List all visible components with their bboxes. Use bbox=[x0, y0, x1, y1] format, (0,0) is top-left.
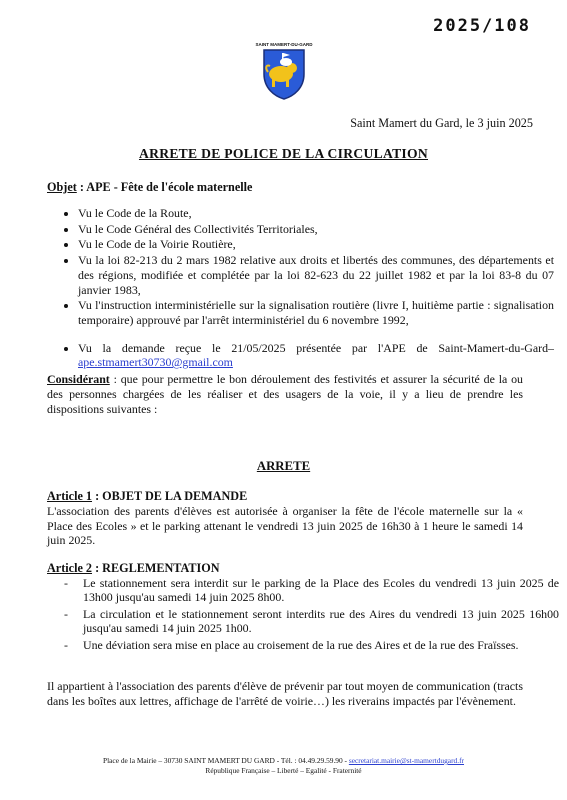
footer-email-link[interactable]: secretariat.mairie@st-mamertdugard.fr bbox=[348, 756, 465, 765]
list-item: - Le stationnement sera interdit sur le parking de la Place des Ecoles du vendredi 13 juin 2025 de 13h00 jusqu'au samedi 14 juin 2025 8h00. bbox=[83, 576, 559, 605]
article1-body: L'association des parents d'élèves est autorisée à organiser la fête de l'école maternelle sur la « Place des Ecoles » et le parking attenant le vendredi 13 juin 2025 de 16h30 à 1 heure le samedi 14 juin 2025. bbox=[47, 504, 523, 548]
article1-title: : OBJET DE LA DEMANDE bbox=[92, 489, 248, 503]
considerant-label: Considérant bbox=[47, 372, 110, 386]
list-item: • Vu le Code de la Voirie Routière, bbox=[78, 237, 554, 252]
footer-address bbox=[0, 756, 567, 765]
article2-title: : REGLEMENTATION bbox=[92, 561, 220, 575]
article1-heading bbox=[47, 489, 247, 504]
article1-label: Article 1 bbox=[47, 489, 93, 503]
article2-heading bbox=[47, 561, 220, 576]
footer-motto: République Française – Liberté – Egalité - Fraternité bbox=[205, 766, 362, 775]
objet-text: : APE - Fête de l'école maternelle bbox=[76, 180, 253, 194]
list-item: • Vu la loi 82-213 du 2 mars 1982 relative aux droits et libertés des communes, des départements et des régions, modifiée et complétée par la loi 82-623 du 22 juillet 1982 et par la loi 83-8 du 07 janvier 1983, bbox=[78, 253, 554, 297]
list-item: • Vu le Code de la Route, bbox=[78, 206, 554, 221]
considerant-paragraph bbox=[47, 372, 523, 418]
crest-shield-icon bbox=[262, 48, 306, 100]
list-item: - Une déviation sera mise en place au croisement de la rue des Aires et de la rue des Fraïsses. bbox=[83, 638, 559, 652]
demande-email-link[interactable]: ape.stmamert30730@gmail.com bbox=[78, 355, 233, 370]
closing-paragraph: Il appartient à l'association des parents d'élève de prévenir par tout moyen de communication (tracts dans les boîtes aux lettres, affichage de l'arrêté de voirie…) les riverains impactés par l'évènement. bbox=[47, 679, 523, 708]
arrete-heading: ARRETE bbox=[256, 459, 311, 473]
list-item: • Vu l'instruction interministérielle sur la signalisation routière (livre I, huitième partie : signalisation temporaire) approuvé par l'arrêt interministériel du 6 novembre 1992, bbox=[78, 298, 554, 327]
municipal-crest bbox=[254, 42, 314, 105]
objet-line bbox=[47, 180, 252, 195]
article2-label: Article 2 bbox=[47, 561, 93, 575]
list-item-demande bbox=[78, 341, 554, 370]
reference-number: 2025/108 bbox=[433, 16, 531, 36]
article2-list bbox=[47, 576, 559, 654]
demande-text: Vu la demande reçue le 21/05/2025 présentée par l'APE de Saint-Mamert-du-Gard– bbox=[78, 340, 554, 355]
dateline: Saint Mamert du Gard, le 3 juin 2025 bbox=[350, 116, 533, 130]
list-item: • Vu le Code Général des Collectivités Territoriales, bbox=[78, 222, 554, 237]
objet-label: Objet bbox=[47, 180, 77, 194]
footer-address-text: Place de la Mairie – 30730 SAINT MAMERT DU GARD - Tél. : 04.49.29.59.90 - bbox=[102, 756, 349, 765]
document-title: ARRETE DE POLICE DE LA CIRCULATION bbox=[138, 146, 429, 161]
crest-label: SAINT MAMERT-DU-GARD bbox=[255, 42, 313, 47]
list-item: - La circulation et le stationnement seront interdits rue des Aires du vendredi 13 juin 2025 16h00 jusqu'au samedi 14 juin 2025 1h00. bbox=[83, 607, 559, 636]
vu-list bbox=[47, 206, 554, 371]
considerant-text: : que pour permettre le bon déroulement des festivités et assurer la sécurité de la ou des personnes chargées de les réaliser et des usagers de la voie, il y a lieu de prendre les dispositions suivantes : bbox=[47, 372, 523, 417]
